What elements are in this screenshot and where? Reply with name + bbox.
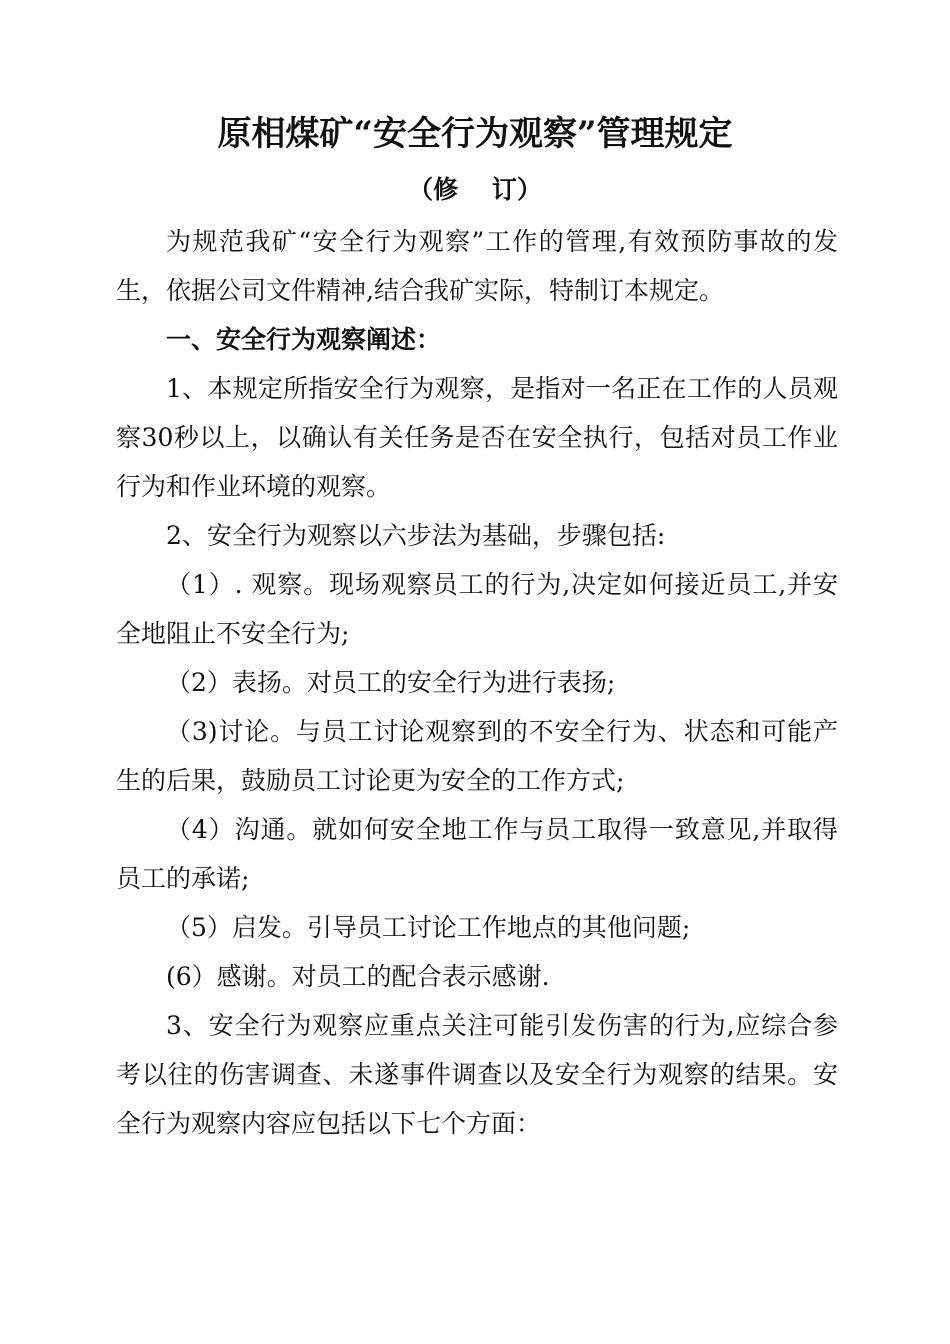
step-6-paragraph: (6）感谢。对员工的配合表示感谢. [166, 962, 550, 991]
document-subtitle: （修 订） [408, 175, 542, 204]
document-title: 原相煤矿“安全行为观察”管理规定 [217, 114, 733, 154]
step-5-paragraph: （5）启发。引导员工讨论工作地点的其他问题; [166, 913, 691, 942]
step-1-paragraph: （1）. 观察。现场观察员工的行为,决定如何接近员工,并安全地阻止不安全行为; [116, 570, 838, 648]
step-3-paragraph: （3)讨论。与员工讨论观察到的不安全行为、状态和可能产生的后果，鼓励员工讨论更为安全的工作方式; [116, 717, 838, 795]
item-3-paragraph: 3、安全行为观察应重点关注可能引发伤害的行为,应综合参考以往的伤害调查、未遂事件调查以及安全行为观察的结果。安全行为观察内容应包括以下七个方面： [116, 1011, 838, 1138]
section-heading: 一、安全行为观察阐述： [166, 325, 442, 354]
step-4-paragraph: （4）沟通。就如何安全地工作与员工取得一致意见,并取得员工的承诺; [116, 815, 838, 893]
intro-paragraph: 为规范我矿“安全行为观察”工作的管理,有效预防事故的发生，依据公司文件精神,结合我矿实际，特制订本规定。 [116, 227, 838, 305]
step-2-paragraph: （2）表扬。对员工的安全行为进行表扬; [166, 668, 616, 697]
item-1-paragraph: 1、本规定所指安全行为观察，是指对一名正在工作的人员观察30秒以上，以确认有关任务是否在安全执行，包括对员工作业行为和作业环境的观察。 [116, 374, 838, 501]
item-2-paragraph: 2、安全行为观察以六步法为基础，步骤包括: [166, 521, 666, 550]
document-body [116, 217, 838, 1148]
